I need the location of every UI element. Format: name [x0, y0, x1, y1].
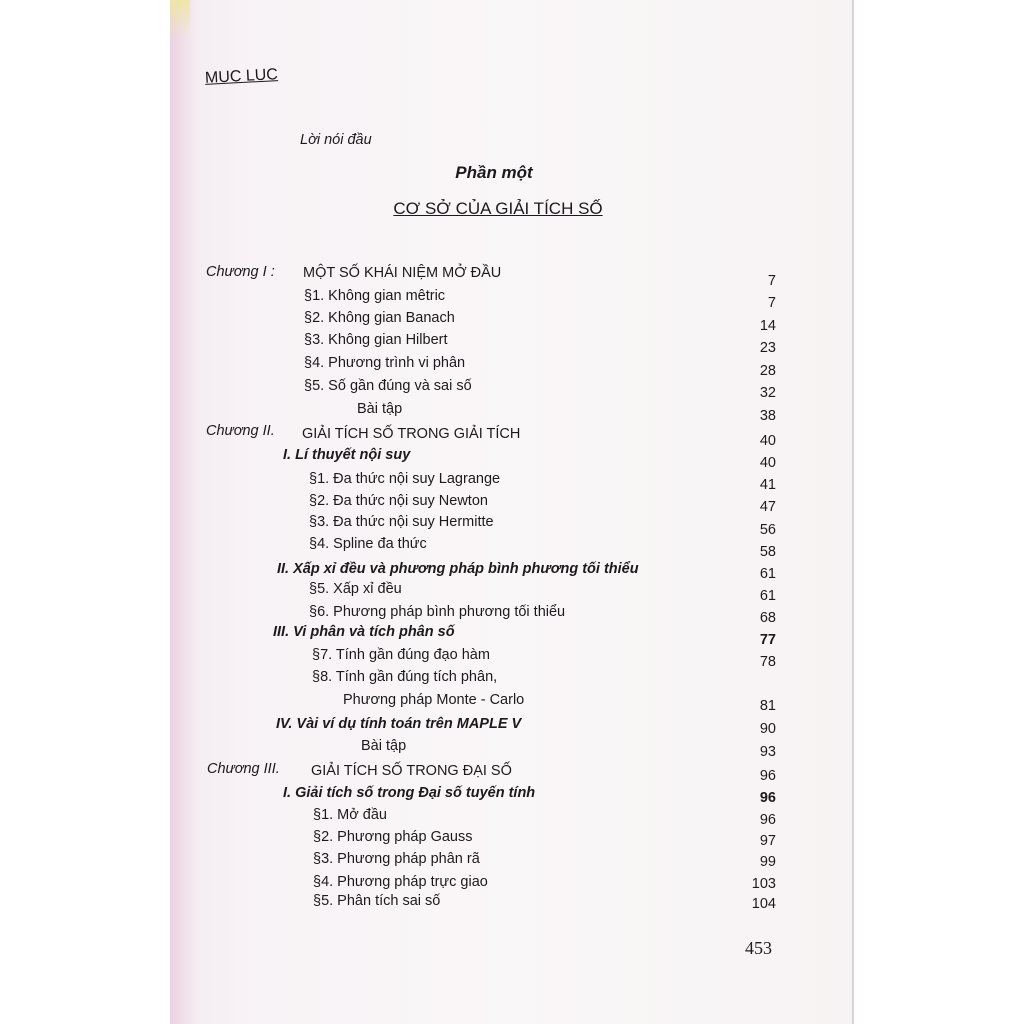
toc-entry: §5. Xấp xỉ đều	[309, 581, 402, 597]
page-ref: 40	[759, 433, 776, 449]
section-heading: I. Lí thuyết nội suy	[283, 447, 411, 463]
toc-entry: §2. Đa thức nội suy Newton	[309, 493, 488, 509]
page-ref: 58	[759, 544, 776, 560]
page-ref: 96	[759, 812, 776, 828]
part-title: CƠ SỞ CỦA GIẢI TÍCH SỐ	[393, 199, 603, 218]
toc-entry: §2. Phương pháp Gauss	[313, 829, 473, 845]
section-heading: II. Xấp xỉ đều và phương pháp bình phương tối thiểu	[277, 561, 639, 577]
page-ref: 14	[759, 318, 776, 334]
page-corner-stain	[170, 0, 190, 38]
page-ref: 81	[759, 698, 776, 714]
page-ref: 97	[759, 833, 776, 849]
page-ref: 7	[767, 295, 776, 311]
section-heading: I. Giải tích số trong Đại số tuyến tính	[283, 785, 536, 801]
toc-entry: §4. Phương pháp trực giao	[313, 874, 488, 890]
chapter-label: Chương III.	[207, 761, 280, 777]
toc-entry: §6. Phương pháp bình phương tối thiểu	[309, 604, 566, 620]
page-ref: 68	[759, 610, 776, 626]
page-edge	[852, 0, 854, 1024]
page-ref: 93	[759, 744, 776, 760]
toc-entry-continued: Phương pháp Monte - Carlo	[343, 692, 525, 708]
page-ref: 104	[751, 896, 776, 912]
page-ref: 38	[759, 408, 776, 424]
toc-entry: §1. Đa thức nội suy Lagrange	[309, 471, 501, 487]
book-page	[170, 0, 852, 1024]
exercises-entry: Bài tập	[361, 738, 407, 754]
page-ref: 77	[759, 632, 776, 648]
page-ref: 28	[759, 363, 776, 379]
toc-entry: §4. Spline đa thức	[309, 536, 427, 552]
page-ref: 40	[759, 455, 776, 471]
toc-entry: §3. Không gian Hilbert	[304, 332, 448, 348]
page-ref: 103	[751, 876, 776, 892]
section-heading: III. Vi phân và tích phân số	[273, 624, 455, 640]
toc-entry: §1. Mở đầu	[313, 807, 387, 823]
chapter-title: GIẢI TÍCH SỐ TRONG ĐẠI SỐ	[311, 763, 512, 779]
exercises-entry: Bài tập	[357, 401, 403, 417]
chapter-title: GIẢI TÍCH SỐ TRONG GIẢI TÍCH	[302, 426, 521, 442]
page-ref: 56	[759, 522, 776, 538]
page-ref: 41	[759, 477, 776, 493]
page-ref: 61	[759, 566, 776, 582]
toc-entry: §3. Đa thức nội suy Hermitte	[309, 514, 494, 530]
preface-entry: Lời nói đầu	[300, 132, 372, 148]
page-ref: 90	[759, 721, 776, 737]
page-number: 453	[745, 938, 772, 958]
toc-title: MUC LUC	[204, 66, 279, 87]
page-ref: 96	[759, 768, 776, 784]
toc-entry: §5. Phân tích sai số	[313, 893, 441, 909]
toc-entry: §3. Phương pháp phân rã	[313, 851, 480, 867]
toc-entry: §2. Không gian Banach	[304, 310, 455, 326]
page-ref: 32	[759, 385, 776, 401]
page-ref: 78	[759, 654, 776, 670]
page-ref: 47	[759, 499, 776, 515]
page-ref: 99	[759, 854, 776, 870]
section-heading: IV. Vài ví dụ tính toán trên MAPLE V	[276, 716, 522, 732]
chapter-label: Chương I :	[206, 264, 275, 280]
page-ref: 7	[767, 273, 776, 289]
page-ref: 23	[759, 340, 776, 356]
toc-entry: §8. Tính gần đúng tích phân,	[312, 669, 498, 685]
toc-entry: §4. Phương trình vi phân	[304, 355, 466, 371]
part-label: Phần một	[455, 163, 533, 182]
toc-entry: §1. Không gian mêtric	[304, 288, 446, 304]
page-ref: 96	[759, 790, 776, 806]
toc-entry: §5. Số gần đúng và sai số	[304, 378, 472, 394]
chapter-label: Chương II.	[206, 423, 275, 439]
chapter-title: MỘT SỐ KHÁI NIỆM MỞ ĐẦU	[303, 265, 502, 281]
toc-entry: §7. Tính gần đúng đạo hàm	[312, 647, 490, 663]
page-ref: 61	[759, 588, 776, 604]
